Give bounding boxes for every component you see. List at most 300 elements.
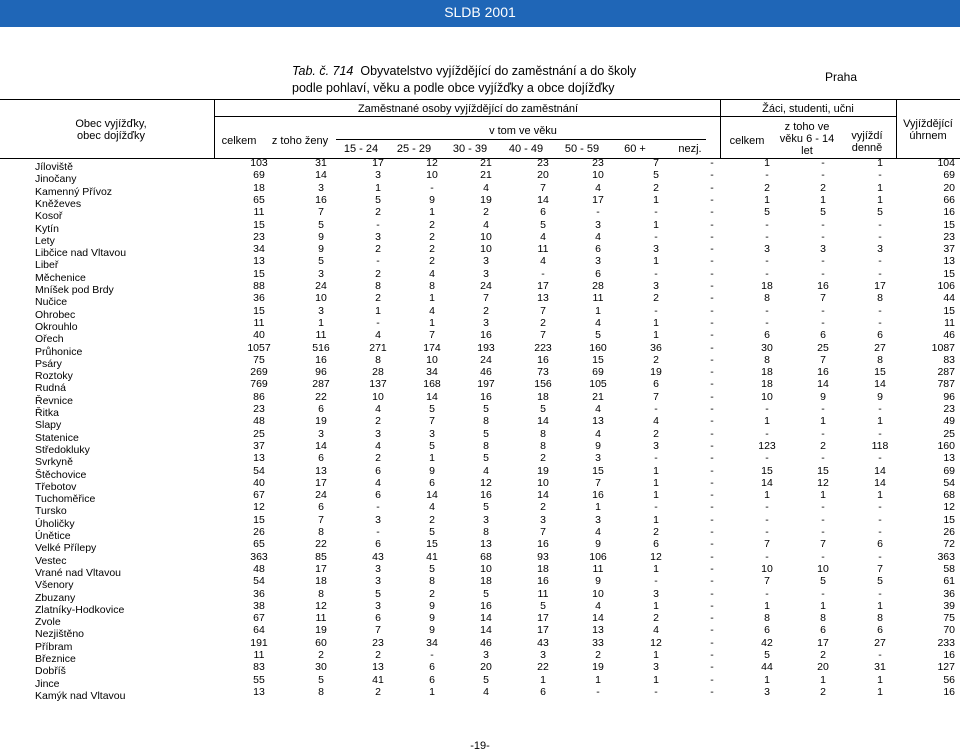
row-cell: 10 (761, 562, 773, 575)
row-cell: 23 (592, 157, 604, 169)
row-cell: 1 (877, 415, 883, 428)
row-cell: - (710, 230, 714, 243)
row-cell: 41 (372, 673, 384, 686)
row-cell: 27 (874, 636, 886, 649)
row-cell: 1 (375, 181, 381, 194)
row-cell: 69 (943, 464, 955, 477)
row-cell: 1 (877, 685, 883, 698)
row-cell: 156 (534, 378, 552, 391)
table-row (0, 612, 960, 629)
row-cell: 1 (429, 292, 435, 305)
row-cell: 197 (477, 378, 495, 391)
row-cell: 1 (820, 193, 826, 206)
row-cell: - (710, 685, 714, 698)
row-cell: 1 (764, 193, 770, 206)
row-municipality: Statenice (35, 431, 79, 444)
row-cell: 174 (423, 341, 441, 354)
row-cell: 19 (480, 193, 492, 206)
row-cell: 7 (540, 181, 546, 194)
row-cell: - (710, 403, 714, 415)
row-cell: 3 (595, 452, 601, 465)
row-cell: 3 (318, 304, 324, 317)
row-cell: 37 (253, 439, 265, 452)
row-cell: 168 (423, 378, 441, 391)
row-cell: 48 (253, 562, 265, 575)
row-cell: 1 (429, 452, 435, 465)
row-cell: 20 (817, 661, 829, 674)
row-cell: 3 (820, 243, 826, 256)
row-cell: 11 (537, 243, 549, 256)
row-cell: - (710, 255, 714, 268)
row-cell: 287 (937, 366, 955, 379)
row-cell: 6 (595, 267, 601, 280)
row-cell: 96 (315, 366, 327, 379)
row-cell: - (878, 526, 882, 538)
row-cell: 6 (375, 464, 381, 477)
row-cell: 18 (537, 562, 549, 575)
row-municipality: Ohrobec (35, 308, 76, 321)
row-cell: - (710, 329, 714, 342)
row-cell: 4 (595, 526, 601, 538)
row-cell: 12 (817, 476, 829, 489)
row-cell: 3 (318, 427, 324, 440)
row-cell: 4 (375, 329, 381, 342)
row-cell: 88 (253, 280, 265, 292)
row-cell: - (710, 587, 714, 600)
row-cell: 61 (943, 575, 955, 588)
row-cell: 1 (764, 415, 770, 428)
table-row (0, 341, 960, 358)
row-cell: - (710, 612, 714, 625)
row-municipality: Středokluky (35, 443, 90, 456)
row-cell: - (596, 206, 600, 219)
row-cell: 16 (592, 489, 604, 502)
row-cell: 7 (595, 476, 601, 489)
row-cell: - (878, 255, 882, 268)
row-cell: 1 (653, 562, 659, 575)
table-row (0, 550, 960, 567)
row-municipality: Řevnice (35, 394, 73, 407)
row-cell: 25 (817, 341, 829, 354)
row-cell: 3 (653, 439, 659, 452)
row-cell: 3 (653, 661, 659, 674)
row-municipality: Vrané nad Vltavou (35, 566, 122, 579)
row-cell: 3 (375, 575, 381, 588)
row-cell: 5 (820, 206, 826, 219)
row-cell: 6 (764, 329, 770, 342)
row-cell: 6 (595, 243, 601, 256)
row-municipality: Zvole (35, 616, 61, 629)
row-cell: 19 (315, 415, 327, 428)
row-cell: 123 (758, 439, 776, 452)
row-cell: 17 (315, 562, 327, 575)
table-row (0, 624, 960, 641)
row-cell: 4 (483, 181, 489, 194)
row-municipality: Únětice (35, 530, 71, 542)
row-cell: 4 (429, 267, 435, 280)
row-cell: 2 (653, 353, 659, 366)
table-row (0, 587, 960, 604)
row-cell: 8 (429, 280, 435, 292)
row-cell: - (878, 316, 882, 329)
row-cell: 8 (375, 353, 381, 366)
header-age-25-29: 25 - 29 (396, 143, 432, 155)
row-cell: - (710, 157, 714, 169)
row-cell: 7 (764, 575, 770, 588)
row-cell: 15 (253, 267, 265, 280)
row-cell: 6 (429, 476, 435, 489)
row-cell: 5 (318, 218, 324, 231)
row-cell: 14 (874, 476, 886, 489)
row-cell: 7 (483, 292, 489, 305)
row-cell: 2 (653, 526, 659, 538)
row-municipality: Průhonice (35, 345, 83, 358)
row-cell: 5 (877, 206, 883, 219)
row-cell: 10 (537, 476, 549, 489)
row-cell: - (710, 501, 714, 514)
row-cell: 69 (592, 366, 604, 379)
row-cell: 271 (369, 341, 387, 354)
row-cell: 18 (315, 575, 327, 588)
row-cell: 3 (764, 243, 770, 256)
header-celkem: celkem (221, 135, 257, 147)
row-cell: 223 (534, 341, 552, 354)
row-municipality: Okrouhlo (35, 320, 78, 333)
row-cell: 41 (426, 550, 438, 563)
row-cell: 4 (429, 304, 435, 317)
row-cell: - (821, 316, 825, 329)
table-row (0, 649, 960, 665)
row-cell: 86 (253, 390, 265, 403)
row-cell: 55 (253, 673, 265, 686)
col-divider (720, 99, 721, 158)
row-cell: 17 (537, 624, 549, 637)
table-row (0, 452, 960, 469)
row-cell: 2 (318, 649, 324, 661)
row-cell: 12 (426, 157, 438, 169)
row-cell: 14 (480, 624, 492, 637)
row-cell: - (654, 206, 658, 219)
row-cell: 233 (937, 636, 955, 649)
row-cell: 15 (592, 353, 604, 366)
row-cell: 3 (653, 587, 659, 600)
title-line-1: Obyvatelstvo vyjíždějící do zaměstnání a do školy (360, 64, 637, 78)
row-cell: 6 (429, 673, 435, 686)
table-row (0, 378, 960, 395)
table-row (0, 267, 960, 284)
row-cell: 22 (537, 661, 549, 674)
row-cell: 1 (653, 316, 659, 329)
row-cell: - (765, 587, 769, 600)
row-cell: 9 (877, 390, 883, 403)
row-cell: 16 (315, 193, 327, 206)
row-cell: 7 (820, 353, 826, 366)
table-row (0, 390, 960, 407)
table-row (0, 169, 960, 186)
header-daily: vyjíždí denně (851, 130, 883, 154)
row-cell: 67 (253, 612, 265, 625)
row-cell: 2 (429, 513, 435, 526)
row-cell: - (710, 538, 714, 551)
row-cell: 14 (426, 390, 438, 403)
row-cell: - (710, 316, 714, 329)
row-cell: 3 (653, 280, 659, 292)
row-cell: 3 (375, 513, 381, 526)
row-cell: 7 (318, 206, 324, 219)
row-cell: - (878, 230, 882, 243)
row-cell: 65 (253, 193, 265, 206)
row-cell: 39 (943, 599, 955, 612)
row-cell: 65 (253, 538, 265, 551)
row-cell: 13 (315, 464, 327, 477)
row-cell: - (878, 304, 882, 317)
row-cell: - (710, 206, 714, 219)
row-cell: 2 (595, 649, 601, 661)
row-cell: - (878, 587, 882, 600)
row-cell: - (710, 193, 714, 206)
row-cell: - (878, 452, 882, 465)
row-cell: 4 (429, 501, 435, 514)
row-cell: 3 (877, 243, 883, 256)
row-cell: 4 (483, 685, 489, 698)
row-municipality: Vestec (35, 554, 67, 567)
row-cell: 1 (653, 599, 659, 612)
row-cell: 3 (595, 513, 601, 526)
row-cell: 13 (253, 452, 265, 465)
row-cell: 3 (483, 316, 489, 329)
row-municipality: Libčice nad Vltavou (35, 247, 127, 260)
table-row (0, 464, 960, 481)
table-row (0, 415, 960, 432)
row-cell: 3 (764, 685, 770, 698)
row-cell: 6 (540, 685, 546, 698)
row-cell: 16 (537, 575, 549, 588)
row-cell: 33 (592, 636, 604, 649)
row-cell: 5 (877, 575, 883, 588)
row-cell: 68 (480, 550, 492, 563)
row-cell: 5 (483, 587, 489, 600)
row-cell: - (710, 439, 714, 452)
row-cell: 2 (375, 415, 381, 428)
row-cell: 11 (315, 329, 327, 342)
row-cell: 103 (250, 157, 268, 169)
row-municipality: Třebotov (35, 480, 77, 493)
row-municipality: Zlatníky-Hodkovice (35, 603, 125, 616)
row-cell: 8 (877, 292, 883, 305)
row-cell: 1 (653, 255, 659, 268)
row-municipality: Dobříš (35, 665, 66, 678)
row-cell: 5 (483, 427, 489, 440)
row-cell: - (654, 304, 658, 317)
row-cell: 17 (592, 193, 604, 206)
table-row (0, 599, 960, 616)
row-cell: - (710, 526, 714, 538)
row-cell: 2 (653, 292, 659, 305)
row-cell: 69 (943, 169, 955, 182)
row-cell: 22 (315, 538, 327, 551)
row-cell: 44 (943, 292, 955, 305)
row-cell: - (654, 230, 658, 243)
row-cell: 1 (653, 476, 659, 489)
row-cell: 54 (253, 575, 265, 588)
row-cell: - (710, 575, 714, 588)
row-cell: - (654, 685, 658, 698)
row-cell: 8 (318, 587, 324, 600)
row-cell: 83 (943, 353, 955, 366)
row-cell: 4 (595, 316, 601, 329)
row-cell: 9 (429, 464, 435, 477)
row-cell: - (821, 427, 825, 440)
row-municipality: Rudná (35, 382, 66, 395)
row-cell: 2 (653, 612, 659, 625)
row-cell: 20 (943, 181, 955, 194)
row-cell: 6 (540, 206, 546, 219)
row-cell: 7 (877, 562, 883, 575)
row-cell: - (765, 501, 769, 514)
row-cell: 13 (592, 415, 604, 428)
row-cell: 16 (943, 206, 955, 219)
row-cell: 7 (540, 526, 546, 538)
table-row (0, 316, 960, 333)
row-cell: 70 (943, 624, 955, 637)
row-cell: 48 (253, 415, 265, 428)
row-cell: 3 (429, 427, 435, 440)
row-cell: 4 (540, 255, 546, 268)
title-line-2: podle pohlaví, věku a podle obce vyjížďky a obce dojížďky (292, 81, 615, 95)
row-cell: 3 (483, 267, 489, 280)
row-cell: 12 (315, 599, 327, 612)
table-row (0, 366, 960, 383)
col-divider (896, 99, 897, 158)
row-cell: 7 (429, 415, 435, 428)
row-cell: 7 (653, 390, 659, 403)
row-cell: 3 (375, 599, 381, 612)
row-cell: 6 (318, 452, 324, 465)
row-cell: 3 (375, 427, 381, 440)
row-cell: 12 (480, 476, 492, 489)
row-cell: - (376, 526, 380, 538)
row-cell: 5 (318, 673, 324, 686)
row-cell: 5 (429, 562, 435, 575)
row-cell: 10 (817, 562, 829, 575)
row-cell: 4 (540, 230, 546, 243)
row-cell: 18 (480, 575, 492, 588)
row-municipality: Březnice (35, 653, 76, 665)
row-cell: - (376, 218, 380, 231)
row-cell: 106 (937, 280, 955, 292)
row-cell: 26 (253, 526, 265, 538)
row-cell: 5 (595, 329, 601, 342)
group-rule (214, 116, 896, 117)
table-row (0, 206, 960, 223)
row-cell: - (878, 501, 882, 514)
row-cell: 11 (253, 316, 265, 329)
row-cell: - (821, 526, 825, 538)
row-cell: 10 (426, 353, 438, 366)
table-row (0, 157, 960, 173)
row-cell: 15 (426, 538, 438, 551)
table-row (0, 181, 960, 198)
row-cell: 363 (250, 550, 268, 563)
row-cell: - (710, 624, 714, 637)
row-cell: 21 (480, 157, 492, 169)
row-cell: - (821, 169, 825, 182)
row-municipality: Libeř (35, 259, 59, 272)
row-cell: 11 (537, 587, 549, 600)
row-cell: 1 (820, 673, 826, 686)
row-cell: 10 (592, 587, 604, 600)
row-cell: 12 (253, 501, 265, 514)
row-cell: 36 (943, 587, 955, 600)
row-cell: 3 (318, 267, 324, 280)
header-age-30-39: 30 - 39 (452, 143, 488, 155)
row-cell: 14 (315, 439, 327, 452)
row-cell: 12 (650, 550, 662, 563)
row-cell: 5 (540, 218, 546, 231)
row-municipality: Nezjištěno (35, 628, 85, 641)
row-cell: 160 (937, 439, 955, 452)
row-cell: 1 (653, 329, 659, 342)
table-row (0, 292, 960, 309)
row-cell: 5 (540, 403, 546, 415)
row-cell: 11 (253, 649, 265, 661)
row-cell: - (710, 452, 714, 465)
row-cell: 30 (761, 341, 773, 354)
row-cell: 46 (943, 329, 955, 342)
row-cell: 13 (943, 452, 955, 465)
row-cell: 12 (943, 501, 955, 514)
row-cell: 2 (375, 685, 381, 698)
row-cell: 15 (253, 304, 265, 317)
row-cell: - (765, 316, 769, 329)
row-cell: 5 (375, 587, 381, 600)
row-cell: 5 (483, 673, 489, 686)
row-cell: - (710, 169, 714, 182)
row-cell: 9 (429, 612, 435, 625)
row-cell: 4 (375, 439, 381, 452)
header-students-celkem: celkem (729, 135, 765, 147)
row-cell: 19 (537, 464, 549, 477)
row-cell: 10 (426, 169, 438, 182)
row-cell: 8 (483, 415, 489, 428)
row-cell: 72 (943, 538, 955, 551)
row-municipality: Příbram (35, 640, 73, 653)
table-row (0, 489, 960, 506)
row-cell: 16 (817, 366, 829, 379)
row-cell: - (710, 673, 714, 686)
row-cell: - (821, 452, 825, 465)
row-cell: 13 (943, 255, 955, 268)
row-cell: 363 (937, 550, 955, 563)
row-cell: 2 (653, 181, 659, 194)
row-cell: 1 (540, 673, 546, 686)
row-cell: - (821, 513, 825, 526)
row-cell: 3 (318, 181, 324, 194)
row-cell: - (765, 255, 769, 268)
row-cell: 1 (820, 415, 826, 428)
row-cell: 2 (483, 206, 489, 219)
row-cell: 7 (429, 329, 435, 342)
row-cell: 1 (764, 673, 770, 686)
row-cell: 8 (483, 439, 489, 452)
row-cell: 16 (480, 599, 492, 612)
row-cell: 83 (253, 661, 265, 674)
row-cell: 23 (537, 157, 549, 169)
row-cell: 9 (595, 575, 601, 588)
row-municipality: Kamýk nad Vltavou (35, 689, 126, 702)
row-cell: 14 (761, 476, 773, 489)
table-row (0, 280, 960, 296)
